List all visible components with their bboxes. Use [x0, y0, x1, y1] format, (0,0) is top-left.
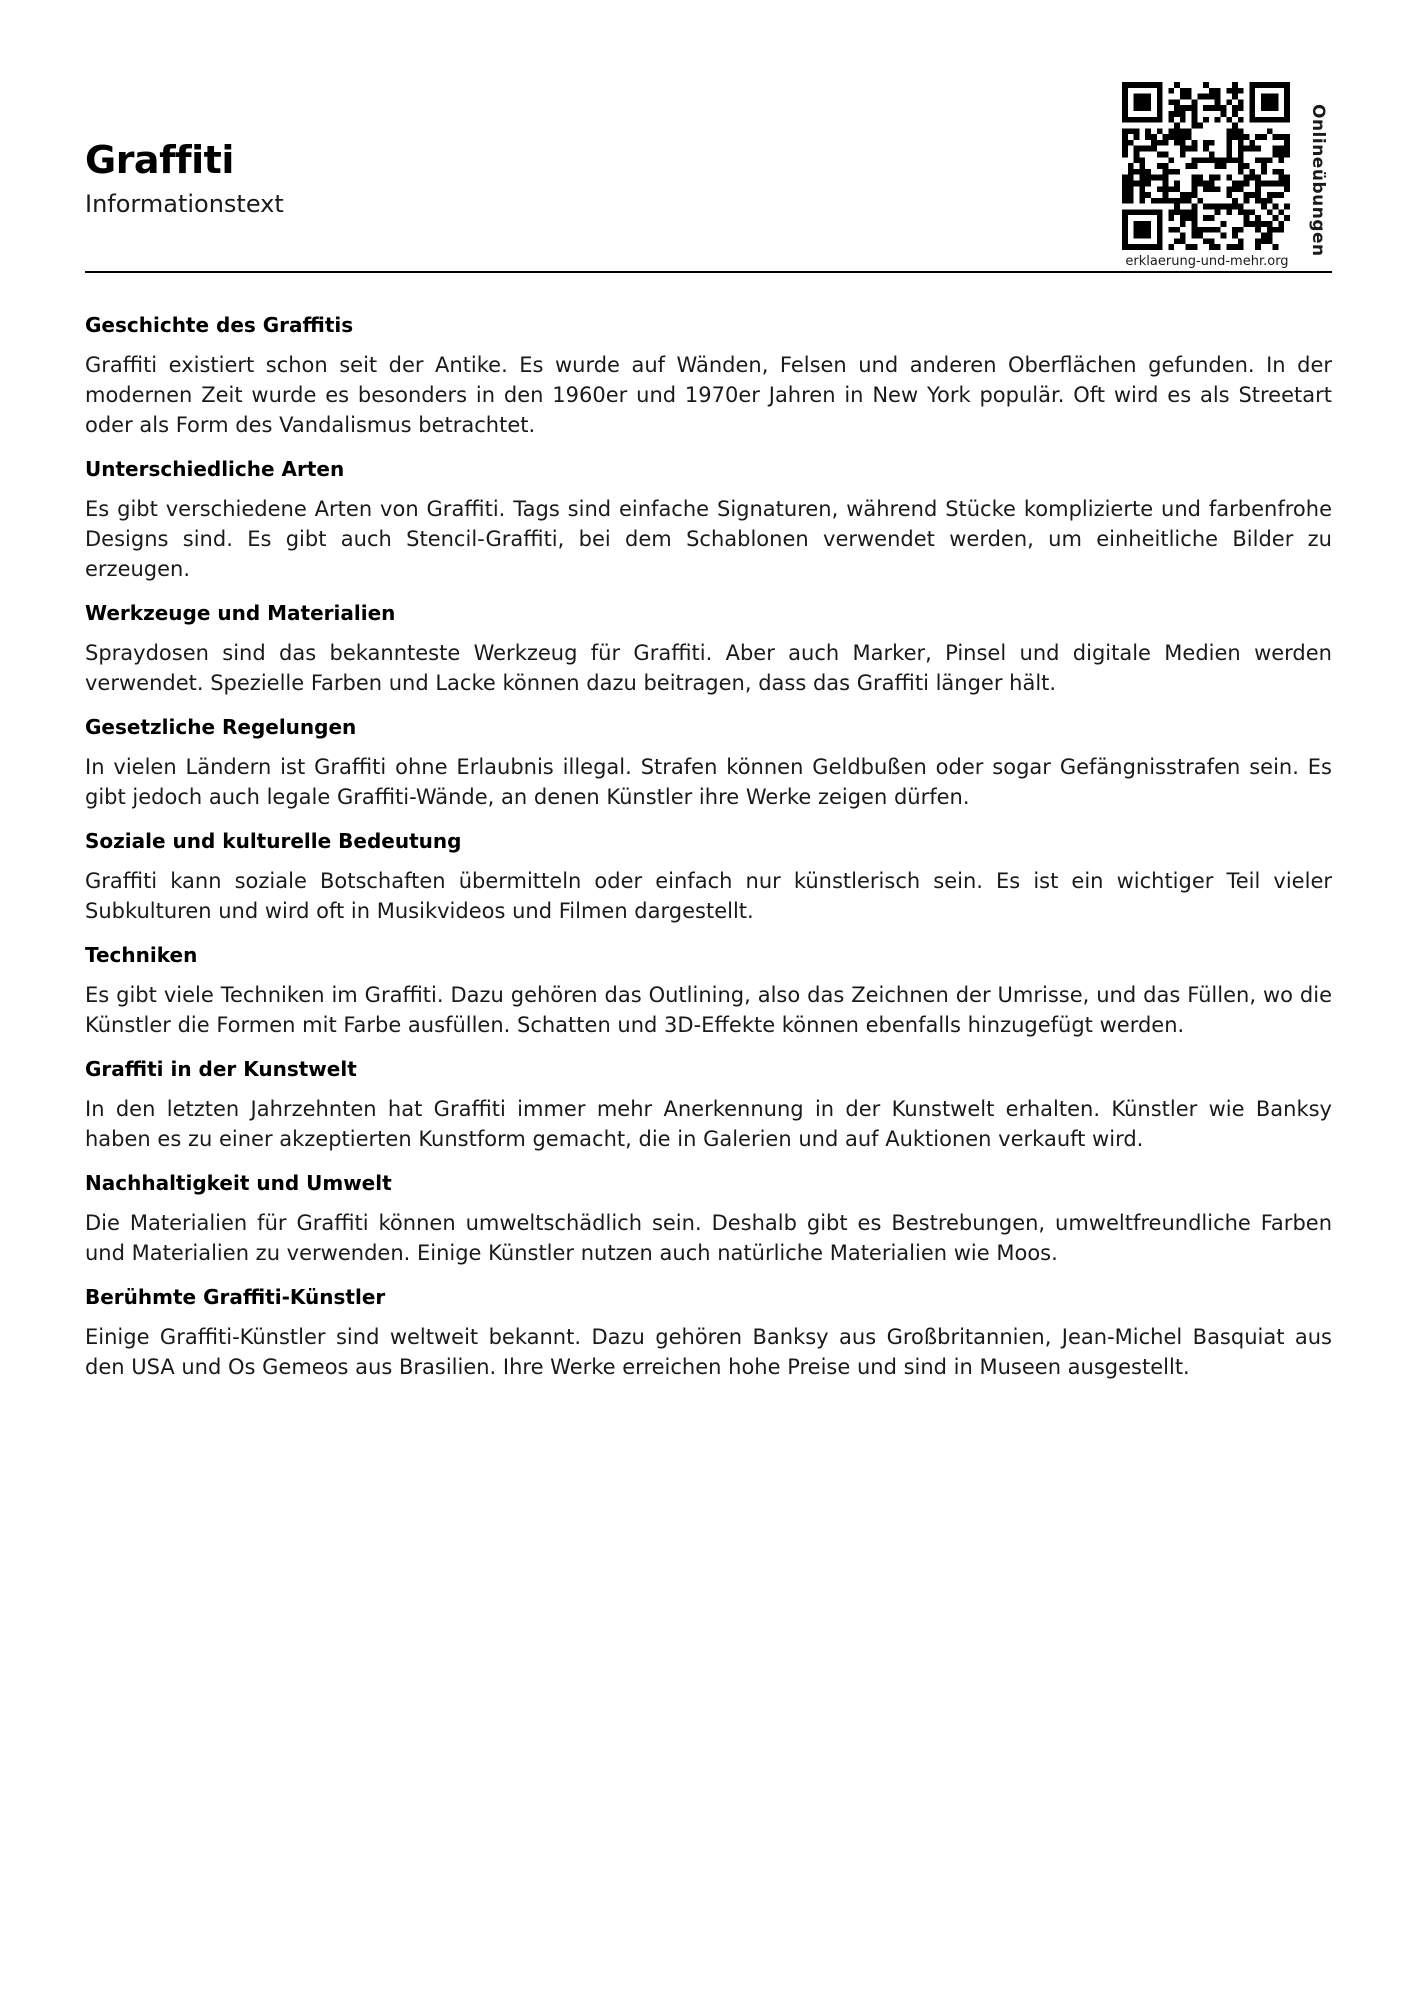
section-geschichte: [85, 312, 1332, 440]
section-heading: Nachhaltigkeit und Umwelt: [85, 1171, 392, 1195]
section-nachhaltigkeit: [85, 1170, 1332, 1268]
section-heading: Gesetzliche Regelungen: [85, 715, 357, 739]
section-techniken: [85, 942, 1332, 1040]
section-text: Graffiti existiert schon seit der Antike. Es wurde auf Wänden, Felsen und anderen Oberflächen gefunden. In der modernen Zeit wurde es besonders in den 1960er und 1970er Jahren in New York populär. Oft wird es als Streetart oder als Form des Vandalismus betrachtet.: [85, 353, 1332, 437]
section-kunstwelt: [85, 1056, 1332, 1154]
section-kuenstler: [85, 1284, 1332, 1382]
section-heading: Berühmte Graffiti-Künstler: [85, 1285, 386, 1309]
page-subtitle: Informationstext: [85, 190, 284, 218]
section-heading: Geschichte des Graffitis: [85, 313, 354, 337]
qr-vertical-label: Onlineübungen: [1308, 104, 1328, 257]
section-heading: Werkzeuge und Materialien: [85, 601, 396, 625]
section-text: In den letzten Jahrzehnten hat Graffiti immer mehr Anerkennung in der Kunstwelt erhalten. Künstler wie Banksy haben es zu einer akzeptierten Kunstform gemacht, die in Galerien und auf Auktionen verkauft wird.: [85, 1097, 1332, 1151]
section-text: Es gibt viele Techniken im Graffiti. Dazu gehören das Outlining, also das Zeichnen der Umrisse, und das Füllen, wo die Künstler die Formen mit Farbe ausfüllen. Schatten und 3D-Effekte können ebenfalls hinzugefügt werden.: [85, 983, 1332, 1037]
page-title: Graffiti: [85, 138, 234, 182]
section-werkzeuge: [85, 600, 1332, 698]
section-bedeutung: [85, 828, 1332, 926]
section-text: Einige Graffiti-Künstler sind weltweit bekannt. Dazu gehören Banksy aus Großbritannien, Jean-Michel Basquiat aus den USA und Os Gemeos aus Brasilien. Ihre Werke erreichen hohe Preise und sind in Museen ausgestellt.: [85, 1325, 1332, 1379]
page-header: [85, 0, 1332, 276]
section-regelungen: [85, 714, 1332, 812]
section-heading: Unterschiedliche Arten: [85, 457, 345, 481]
section-text: Die Materialien für Graffiti können umweltschädlich sein. Deshalb gibt es Bestrebungen, umweltfreundliche Farben und Materialien zu verwenden. Einige Künstler nutzen auch natürliche Materialien wie Moos.: [85, 1211, 1332, 1265]
section-heading: Techniken: [85, 943, 198, 967]
section-arten: [85, 456, 1332, 584]
header-divider: [85, 271, 1332, 273]
qr-code[interactable]: [1122, 82, 1290, 250]
section-text: In vielen Ländern ist Graffiti ohne Erlaubnis illegal. Strafen können Geldbußen oder sogar Gefängnisstrafen sein. Es gibt jedoch auch legale Graffiti-Wände, an denen Künstler ihre Werke zeigen dürfen.: [85, 755, 1332, 809]
section-text: Es gibt verschiedene Arten von Graffiti. Tags sind einfache Signaturen, während Stücke komplizierte und farbenfrohe Designs sind. Es gibt auch Stencil-Graffiti, bei dem Schablonen verwendet werden, um einheitliche Bilder zu erzeugen.: [85, 497, 1332, 581]
section-text: Graffiti kann soziale Botschaften übermitteln oder einfach nur künstlerisch sein. Es ist ein wichtiger Teil vieler Subkulturen und wird oft in Musikvideos und Filmen dargestellt.: [85, 869, 1332, 923]
content: [85, 312, 1332, 1398]
section-heading: Graffiti in der Kunstwelt: [85, 1057, 357, 1081]
section-heading: Soziale und kulturelle Bedeutung: [85, 829, 462, 853]
section-text: Spraydosen sind das bekannteste Werkzeug für Graffiti. Aber auch Marker, Pinsel und digitale Medien werden verwendet. Spezielle Farben und Lacke können dazu beitragen, dass das Graffiti länger hält.: [85, 641, 1332, 695]
qr-code-block[interactable]: [1122, 82, 1332, 272]
qr-url-label[interactable]: erklaerung-und-mehr.org: [1125, 254, 1289, 269]
